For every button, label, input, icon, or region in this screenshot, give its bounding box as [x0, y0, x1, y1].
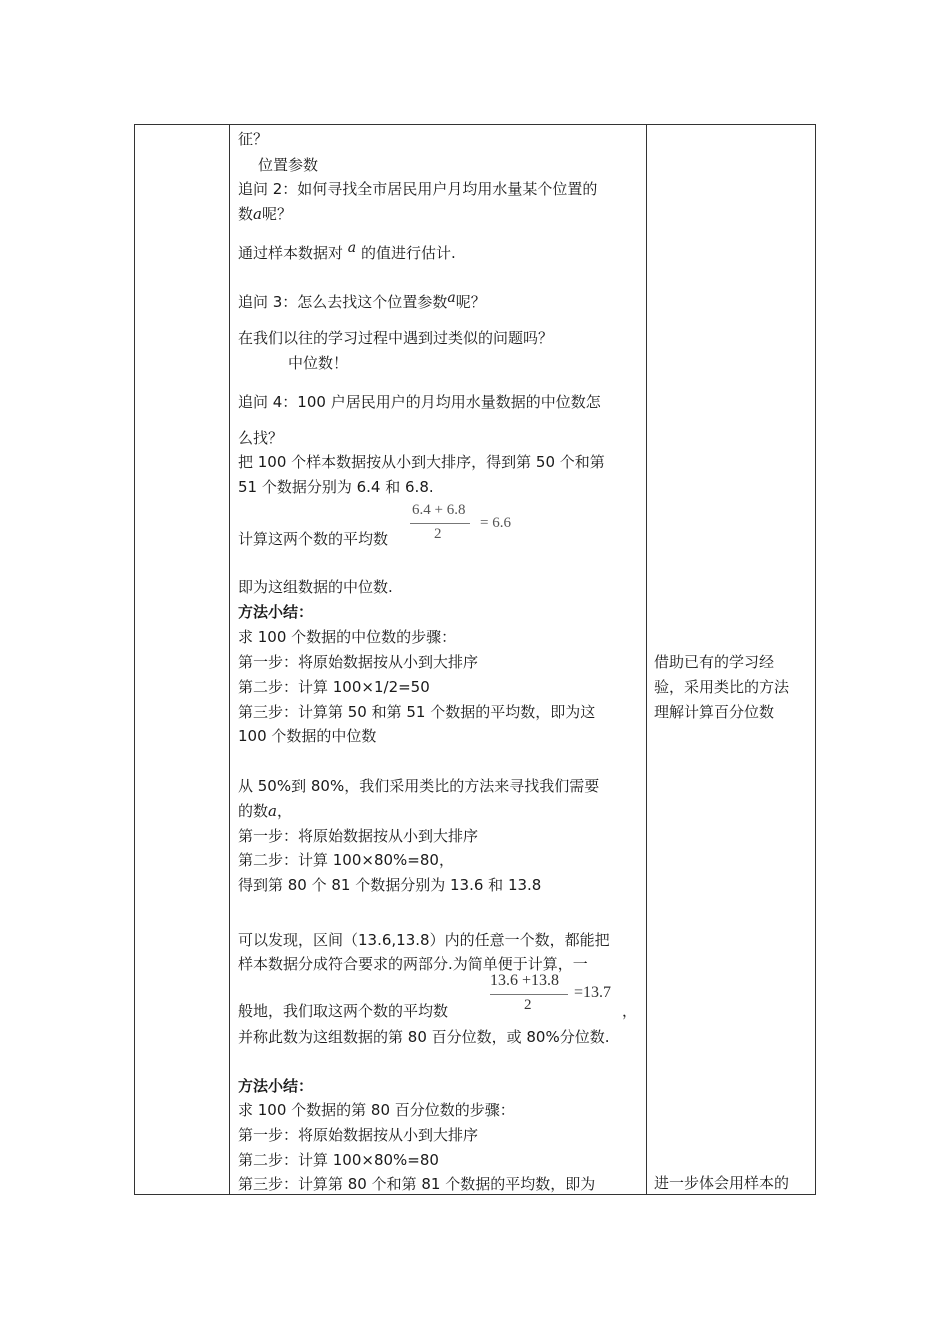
- note-line: 进一步体会用样本的: [654, 1174, 790, 1192]
- text-line: 追问 4：100 户居民用户的月均用水量数据的中位数怎: [238, 393, 601, 411]
- text-line: 征？: [238, 130, 269, 148]
- note-line: 理解计算百分位数: [654, 703, 775, 721]
- text-line: 求 100 个数据的中位数的步骤：: [238, 628, 457, 646]
- section-heading: 方法小结：: [238, 1077, 314, 1095]
- text-line: 得到第 80 个 81 个数据分别为 13.6 和 13.8: [238, 876, 542, 894]
- text-line: 求 100 个数据的第 80 百分位数的步骤：: [238, 1101, 515, 1119]
- text-line: 100 个数据的中位数: [238, 727, 377, 745]
- text-line: 中位数！: [288, 354, 349, 372]
- text-line: 位置参数: [258, 156, 319, 174]
- text-line: 第二步：计算 100×80%=80，: [238, 851, 454, 869]
- design-note: [654, 650, 810, 725]
- design-note: [654, 1171, 810, 1196]
- text-line: 计算这两个数的平均数: [238, 530, 389, 548]
- text-line: 么找？: [238, 429, 284, 447]
- column-divider-2: [646, 124, 647, 1195]
- text-line: 追问 3：怎么去找这个位置参数a呢？: [238, 290, 486, 311]
- text-line: 第一步：将原始数据按从小到大排序: [238, 653, 479, 671]
- text-line: 第三步：计算第 80 个和第 81 个数据的平均数，即为: [238, 1175, 596, 1193]
- text-line: 第三步：计算第 50 和第 51 个数据的平均数，即为这: [238, 703, 596, 721]
- text-line: 并称此数为这组数据的第 80 百分位数，或 80%分位数.: [238, 1028, 610, 1046]
- text-line: 即为这组数据的中位数.: [238, 578, 393, 596]
- section-heading: 方法小结：: [238, 603, 314, 621]
- text-line: 第二步：计算 100×80%=80: [238, 1151, 439, 1169]
- text-line: 在我们以往的学习过程中遇到过类似的问题吗？: [238, 329, 554, 347]
- text-line: 样本数据分成符合要求的两部分.为简单便于计算，一: [238, 955, 588, 973]
- text-line: 第一步：将原始数据按从小到大排序: [238, 1126, 479, 1144]
- column-divider-1: [229, 124, 230, 1195]
- text-line: 数a呢？: [238, 205, 292, 223]
- text-line: 通过样本数据对 a 的值进行估计.: [238, 240, 456, 262]
- text-line: 从 50%到 80%，我们采用类比的方法来寻找我们需要: [238, 777, 600, 795]
- text-line: ，: [622, 1002, 638, 1020]
- text-line: 51 个数据分别为 6.4 和 6.8.: [238, 478, 434, 496]
- median-formula: 6.4 + 6.8 2 = 6.6: [412, 502, 511, 542]
- text-line: 追问 2：如何寻找全市居民用户月均用水量某个位置的: [238, 180, 598, 198]
- percentile-formula: 13.6 +13.8 2 =13.7: [490, 972, 612, 1013]
- text-line: 把 100 个样本数据按从小到大排序，得到第 50 个和第: [238, 453, 605, 471]
- text-line: 第一步：将原始数据按从小到大排序: [238, 827, 479, 845]
- text-line: 第二步：计算 100×1/2=50: [238, 678, 430, 696]
- text-line: 般地，我们取这两个数的平均数: [238, 1002, 449, 1020]
- note-line: 验，采用类比的方法: [654, 678, 790, 696]
- text-line: 的数a，: [238, 802, 292, 820]
- note-line: 借助已有的学习经: [654, 653, 775, 671]
- text-line: 可以发现，区间（13.6,13.8）内的任意一个数，都能把: [238, 931, 610, 949]
